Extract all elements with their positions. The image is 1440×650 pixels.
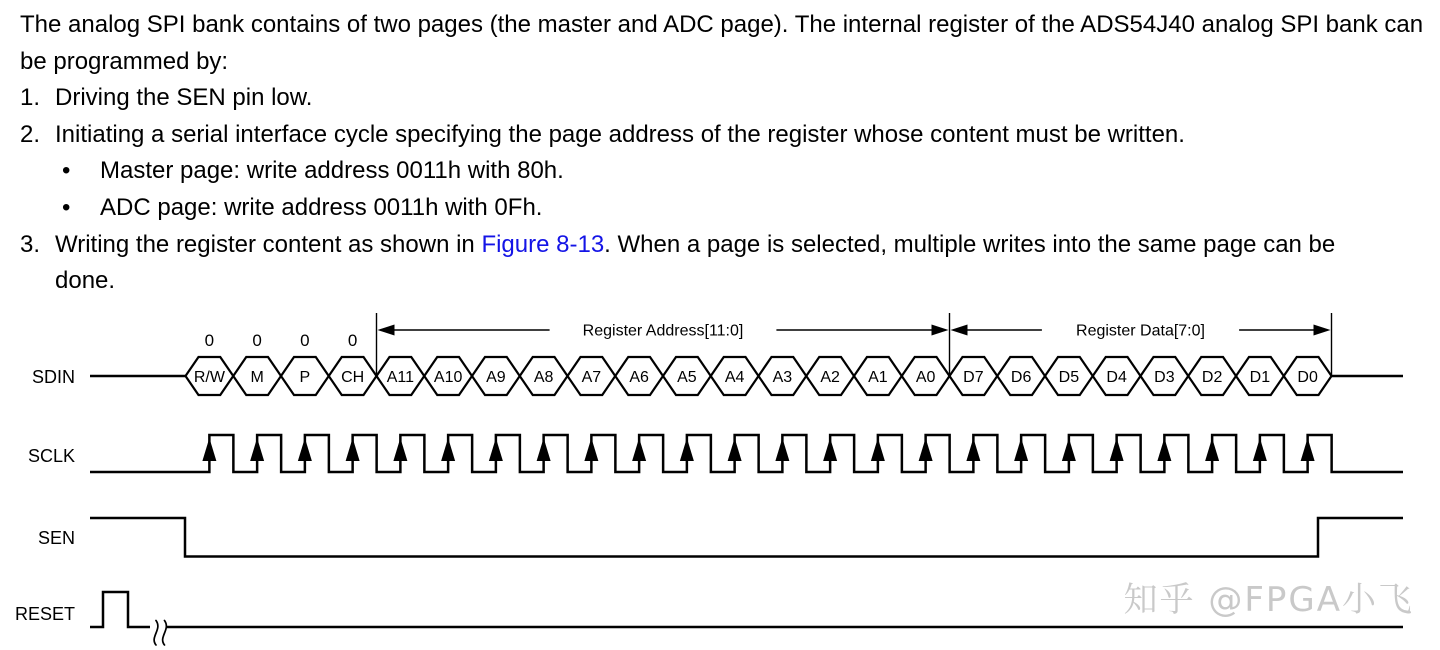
list-number: 1.: [20, 84, 41, 112]
sdin-bit-label: A0: [915, 369, 936, 386]
bullet-text: ADC page: write address 0011h with 0Fh.: [100, 193, 543, 221]
sdin-bit-label: A6: [629, 369, 649, 386]
sdin-bit-label: CH: [341, 369, 365, 386]
clock-edge-arrow-icon: [966, 438, 980, 461]
clock-edge-arrow-icon: [1301, 438, 1315, 461]
right-arrowhead-icon: [1314, 325, 1331, 336]
bullet-text: Master page: write address 0011h with 80h.: [100, 157, 564, 185]
bullet-glyph: •: [62, 157, 71, 185]
field-caption: Register Address[11:0]: [582, 322, 744, 340]
clock-edge-arrow-icon: [1205, 438, 1219, 461]
clock-edge-arrow-icon: [1253, 438, 1267, 461]
list-number: 2.: [20, 120, 41, 148]
clock-edge-arrow-icon: [298, 438, 312, 461]
sdin-bit-label: R/W: [193, 369, 225, 386]
clock-edge-arrow-icon: [250, 438, 264, 461]
sdin-bit-label: D6: [1010, 369, 1032, 386]
break-mark-icon: [154, 621, 158, 646]
sdin-bit-label: A7: [581, 369, 602, 386]
clock-edge-arrow-icon: [1157, 438, 1171, 461]
sdin-bit-label: A2: [820, 369, 840, 386]
clock-edge-arrow-icon: [1110, 438, 1124, 461]
signal-label-reset: RESET: [14, 604, 75, 624]
clock-edge-arrow-icon: [584, 438, 598, 461]
watermark: 知乎 @FPGA小飞: [1123, 580, 1414, 620]
reset-waveform: [90, 592, 150, 627]
break-mark-icon: [163, 621, 167, 646]
left-arrowhead-icon: [378, 325, 395, 336]
intro-paragraph: The analog SPI bank contains of two pages (the master and ADC page). The internal register of the ADS54J40 analog SPI bank can be programmed by:: [20, 11, 1424, 75]
clock-edge-arrow-icon: [1014, 438, 1028, 461]
sdin-bit-label: D4: [1106, 369, 1127, 386]
clock-edge-arrow-icon: [680, 438, 694, 461]
sdin-bit-label: D7: [963, 369, 984, 386]
sdin-bit-label: A5: [677, 369, 697, 386]
sdin-bit-label: A10: [433, 369, 463, 386]
clock-edge-arrow-icon: [775, 438, 789, 461]
clock-edge-arrow-icon: [393, 438, 407, 461]
clock-edge-arrow-icon: [728, 438, 742, 461]
clock-edge-arrow-icon: [489, 438, 503, 461]
list-number: 3.: [20, 230, 41, 258]
text-after-link: . When a page is selected, multiple writes into the same page can be done.: [55, 230, 1336, 295]
sdin-bit-label: D3: [1154, 369, 1175, 386]
signal-label-sclk: SCLK: [27, 446, 75, 466]
sdin-bit-label: A3: [772, 369, 793, 386]
clock-edge-arrow-icon: [823, 438, 837, 461]
text-before-link: Writing the register content as shown in: [55, 230, 482, 258]
sen-waveform: [90, 518, 1403, 557]
signal-label-sen: SEN: [37, 528, 75, 548]
sclk-waveform: [90, 435, 1403, 472]
clock-edge-arrow-icon: [632, 438, 646, 461]
clock-edge-arrow-icon: [537, 438, 551, 461]
left-arrowhead-icon: [951, 325, 968, 336]
sdin-bit-label: D1: [1249, 369, 1271, 386]
clock-edge-arrow-icon: [441, 438, 455, 461]
bit-value-label: 0: [204, 331, 215, 350]
clock-edge-arrow-icon: [202, 438, 216, 461]
sdin-bit-label: M: [250, 369, 264, 386]
sdin-bit-label: D2: [1201, 369, 1223, 386]
clock-edge-arrow-icon: [1062, 438, 1076, 461]
sdin-bit-label: D0: [1297, 369, 1318, 386]
sdin-bit-label: P: [299, 369, 311, 386]
bit-value-label: 0: [300, 331, 310, 350]
sdin-bit-label: A8: [533, 369, 554, 386]
sdin-bit-label: A4: [724, 369, 745, 386]
right-arrowhead-icon: [932, 325, 949, 336]
clock-edge-arrow-icon: [346, 438, 360, 461]
clock-edge-arrow-icon: [919, 438, 933, 461]
field-caption: Register Data[7:0]: [1076, 322, 1205, 340]
figure-8-13-link[interactable]: Figure 8-13: [481, 230, 605, 258]
list-text: Initiating a serial interface cycle specifying the page address of the register whose content must be written.: [55, 120, 1185, 148]
sdin-bit-label: D5: [1058, 369, 1080, 386]
bit-value-label: 0: [252, 331, 262, 350]
clock-edge-arrow-icon: [871, 438, 885, 461]
sdin-bit-label: A9: [486, 369, 506, 386]
sdin-bit-label: A11: [386, 369, 415, 386]
signal-label-sdin: SDIN: [31, 367, 75, 387]
list-text: Driving the SEN pin low.: [55, 84, 313, 112]
sdin-bit-label: A1: [868, 369, 888, 386]
bit-value-label: 0: [347, 331, 358, 350]
bullet-glyph: •: [62, 193, 71, 221]
